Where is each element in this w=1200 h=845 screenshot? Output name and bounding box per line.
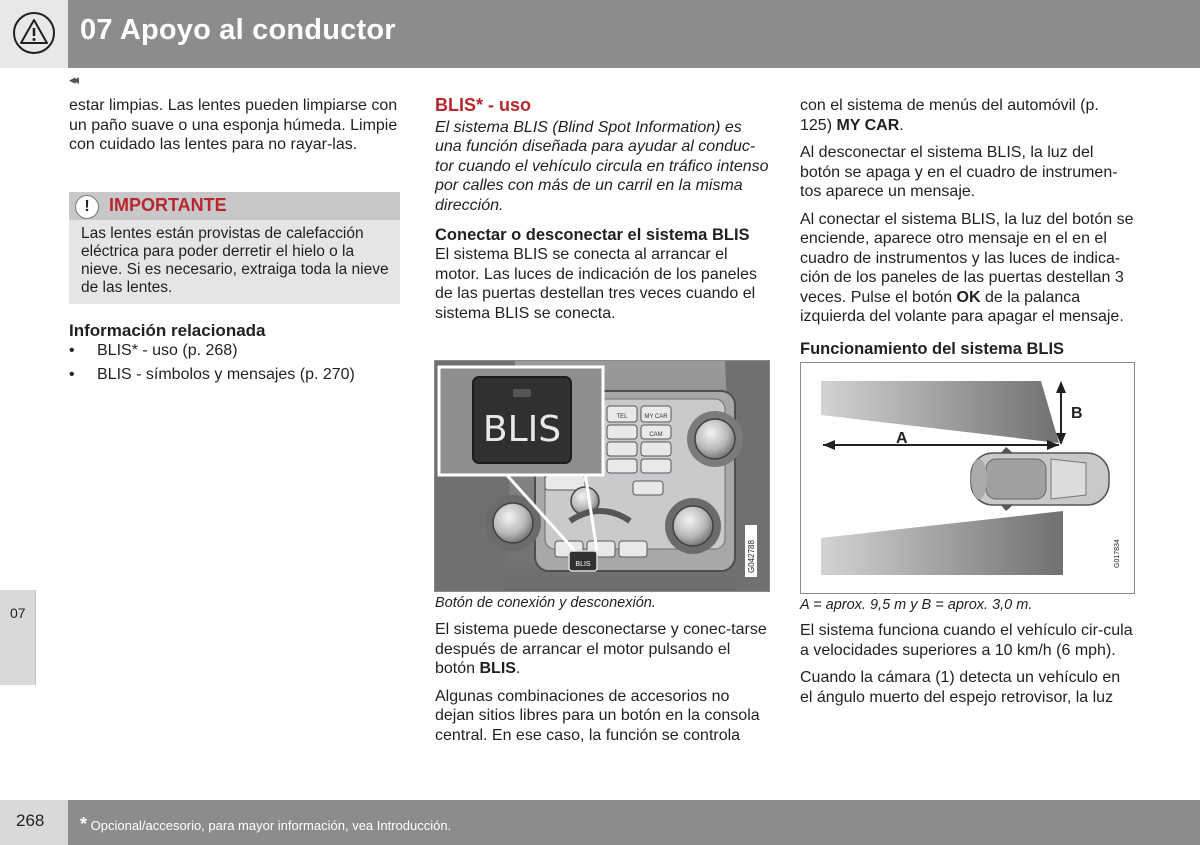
figure-code: G042788 (747, 540, 756, 573)
camera-paragraph: Cuando la cámara (1) detecta un vehículo en el ángulo muerto del espejo retrovisor, la luz (800, 669, 1121, 706)
intro-italic: El sistema BLIS (Blind Spot Information) es una función diseñada para ayudar al conduc-tor cuando el vehículo circula en tráfico intenso por calles con más de un carril en la misma dirección. (435, 118, 769, 214)
column-1 (69, 96, 401, 163)
speed-paragraph: El sistema funciona cuando el vehículo cir-cula a velocidades superiores a 10 km/h (6 mph). (800, 622, 1133, 659)
header-icon-box (0, 0, 68, 68)
related-info-title: Información relacionada (69, 321, 266, 340)
subsection-title-connect: Conectar o desconectar el sistema BLIS (435, 226, 750, 244)
figure-code-2: G017834 (1114, 539, 1121, 568)
label-a: A (896, 430, 908, 447)
console-figure (434, 360, 770, 592)
related-link-blis-simbolos[interactable]: • BLIS - símbolos y mensajes (p. 270) (69, 365, 399, 385)
reconnect-paragraph: El sistema puede desconectarse y conec-tarse después de arrancar el motor pulsando el botón BLIS. (435, 621, 767, 677)
chapter-title: 07 Apoyo al conductor (80, 14, 396, 46)
warning-triangle-icon (12, 11, 56, 55)
blis-zones-diagram (801, 363, 1134, 593)
page-number: 268 (16, 811, 45, 830)
blis-small-button-label: BLIS (575, 561, 591, 568)
chapter-side-tab-label: 07 (10, 605, 26, 621)
cam-key-label: CAM (649, 432, 663, 438)
subsection-title-function: Funcionamiento del sistema BLIS (800, 339, 1065, 358)
exclamation-icon: ! (75, 195, 99, 219)
center-console-illustration (435, 361, 769, 591)
connect-ok-paragraph: Al conectar el sistema BLIS, la luz del botón se enciende, aparece otro mensaje en el en el cuadro de instrumentos y las luces de indica-ción de los paneles de las puertas destellan 3 veces. Pulse el botón OK de la palanca izquierda del volante para apagar el mensaje. (800, 210, 1134, 325)
tel-key-label: TEL (616, 414, 628, 420)
important-text: Las lentes están provistas de calefacción eléctrica para poder derretir el hielo o la nieve. Si es necesario, extraiga toda la nieve de las lentes. (81, 225, 389, 296)
blis-zones-figure (800, 362, 1135, 594)
footer-note: * Opcional/accesorio, para mayor información, vea Introducción. (80, 814, 452, 834)
column-3 (800, 96, 1134, 359)
mycar-paragraph: con el sistema de menús del automóvil (p. 125) MY CAR. (800, 97, 1099, 134)
figure-caption-2: A = aprox. 9,5 m y B = aprox. 3,0 m. (800, 597, 1033, 613)
related-link-blis-uso[interactable]: • BLIS* - uso (p. 268) (69, 341, 399, 361)
disconnect-paragraph: Al desconectar el sistema BLIS, la luz del botón se apaga y en el cuadro de instrumen-tos aparece un mensaje. (800, 144, 1118, 200)
intro-paragraph: estar limpias. Las lentes pueden limpiarse con un paño suave o una esponja húmeda. Limpie con cuidado las lentes para no rayar-las. (69, 97, 398, 153)
blis-big-button-label: BLIS (482, 409, 562, 450)
important-title: IMPORTANTE (109, 195, 227, 215)
connect-paragraph: El sistema BLIS se conecta al arrancar el motor. Las luces de indicación de los paneles de las puertas destellan tres veces cuando el sistema BLIS se conecta. (435, 246, 757, 322)
figure-caption-1: Botón de conexión y desconexión. (435, 595, 656, 611)
important-header (69, 192, 400, 220)
back-arrows-icon[interactable]: ◂◂ (69, 72, 77, 87)
accessories-paragraph: Algunas combinaciones de accesorios no dejan sitios libres para un botón en la consola central. En ese caso, la función se controla (435, 687, 760, 744)
mycar-key-label: MY CAR (644, 414, 668, 420)
section-title: BLIS* - uso (435, 95, 532, 115)
car-top-view-icon (971, 447, 1109, 511)
important-box (69, 192, 400, 304)
related-info-list (69, 341, 399, 389)
column-2 (435, 96, 769, 331)
label-b: B (1071, 405, 1083, 422)
column-2-lower (435, 620, 769, 753)
column-3-lower (800, 621, 1134, 715)
